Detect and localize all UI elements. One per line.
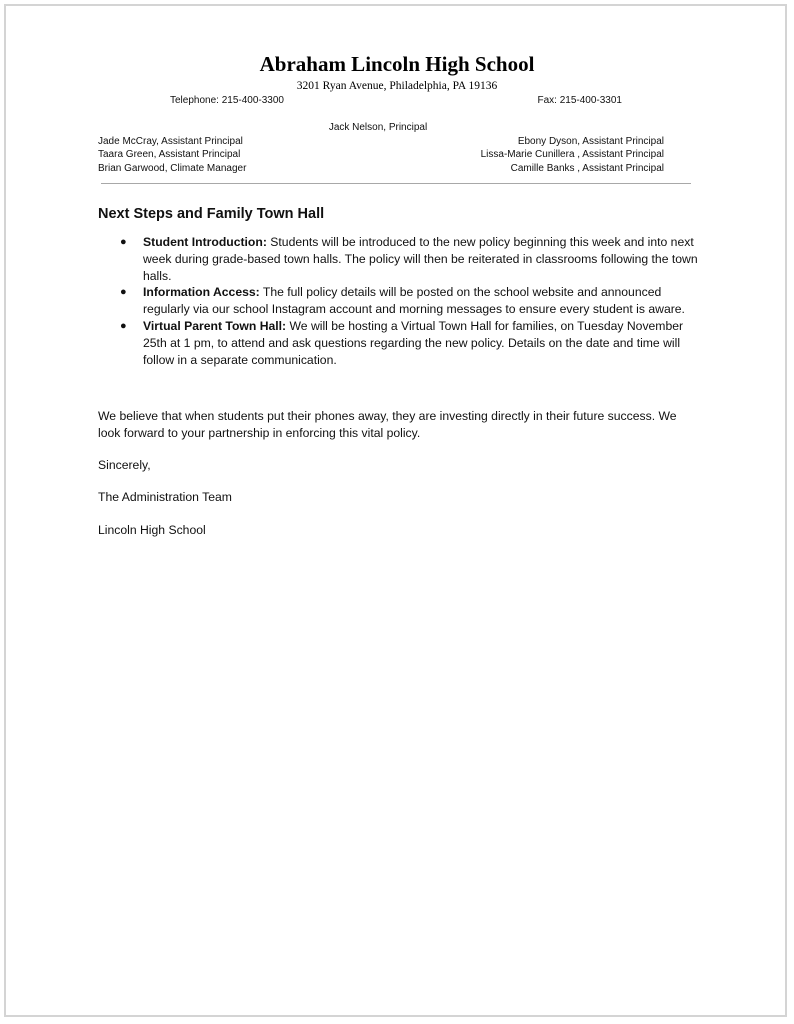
bullet-icon: ● (120, 319, 127, 332)
school-name: Abraham Lincoln High School (259, 52, 535, 76)
bullet-icon: ● (120, 286, 127, 299)
bullet-label: Information Access: (143, 285, 260, 300)
salutation: Sincerely, (98, 458, 151, 472)
list-item (118, 318, 703, 368)
bullet-text: We will be hosting a Virtual Town Hall for families, on Tuesday November 25th at 1 pm, to attend and ask questions regarding the new policy. Details on the date and time will follow in a separate communication. (143, 318, 684, 367)
bullet-label: Virtual Parent Town Hall: (143, 318, 287, 333)
list-item (118, 284, 703, 318)
staff-entry: Brian Garwood, Climate Manager (98, 162, 247, 174)
bullet-text: Students will be introduced to the new policy beginning this week and into next week during grade-based town halls. The policy will then be reiterated in classrooms following the town halls. (143, 235, 698, 283)
list-item (118, 234, 703, 284)
closing-paragraph: We believe that when students put their phones away, they are investing directly in their future success. We look forward to your partnership in enforcing this vital policy. (98, 409, 677, 440)
staff-entry: Lissa-Marie Cunillera , Assistant Principal (480, 149, 664, 161)
section-heading: Next Steps and Family Town Hall (98, 206, 325, 222)
staff-entry: Taara Green, Assistant Principal (98, 149, 241, 161)
staff-entry: Jade McCray, Assistant Principal (98, 136, 243, 147)
bullet-text: The full policy details will be posted on the school website and announced regularly via our school Instagram account and morning messages to ensure every student is aware. (143, 285, 685, 317)
staff-entry: Camille Banks , Assistant Principal (510, 162, 664, 174)
bullet-icon: ● (120, 236, 127, 248)
principal-name: Jack Nelson, Principal (328, 122, 428, 133)
next-steps-list (118, 234, 703, 368)
signature: The Administration Team (98, 490, 232, 504)
fax-number: Fax: 215-400-3301 (537, 95, 622, 106)
school-address: 3201 Ryan Avenue, Philadelphia, PA 19136 (296, 80, 498, 92)
bullet-label: Student Introduction: (143, 235, 267, 249)
staff-entry: Ebony Dyson, Assistant Principal (517, 136, 664, 147)
staff-list-right (481, 135, 664, 175)
telephone-number: Telephone: 215-400-3300 (170, 95, 284, 106)
organization-name: Lincoln High School (98, 523, 206, 537)
staff-list-left (98, 135, 246, 175)
letterhead-divider (101, 183, 691, 184)
